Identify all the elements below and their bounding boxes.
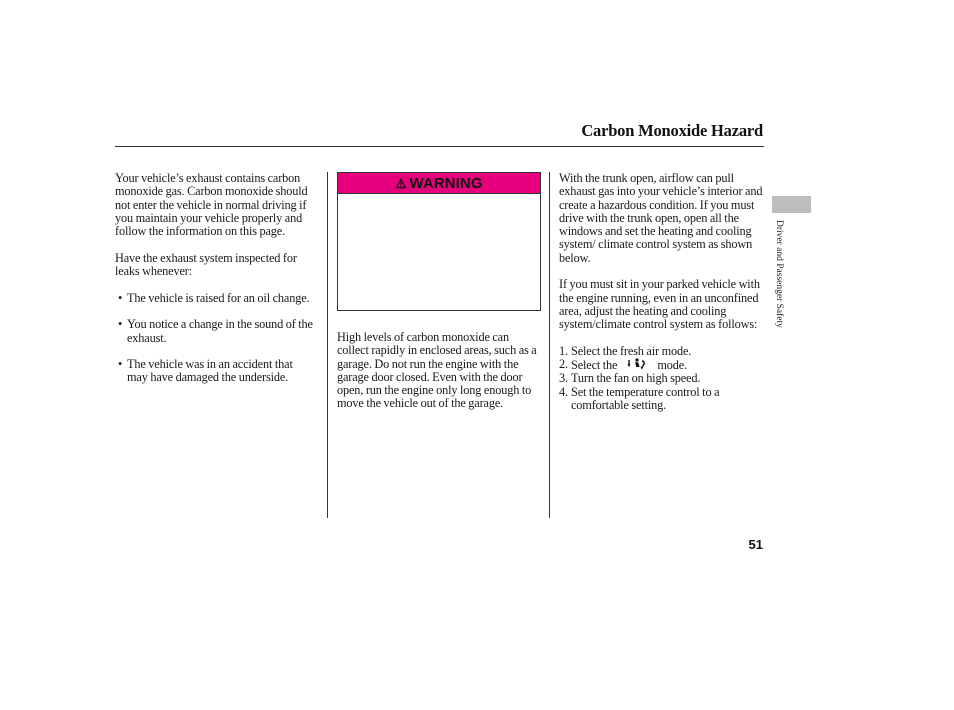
column-right [559, 172, 765, 412]
list-item [559, 372, 765, 385]
warning-label: WARNING [409, 174, 483, 192]
intro-paragraph: Your vehicle’s exhaust contains carbon monoxide gas. Carbon monoxide should not enter the vehicle in normal driving if you maintain your vehicle properly and follow the information on this page. [115, 171, 308, 239]
list-item [115, 318, 315, 345]
step-text: Select the fresh air mode. [571, 343, 692, 358]
step-number: 1. [559, 343, 568, 358]
column-divider-left [327, 172, 328, 518]
column-middle [337, 331, 543, 424]
list-item [559, 386, 765, 413]
list-item [559, 345, 765, 358]
column-left [115, 172, 315, 398]
bullet-glyph: • [118, 317, 123, 332]
vent-floor-mode-icon [627, 358, 647, 370]
title-divider [115, 146, 764, 147]
warning-box [337, 172, 541, 311]
inspect-paragraph: Have the exhaust system inspected for leaks whenever: [115, 250, 297, 279]
warning-header [338, 173, 540, 194]
list-item-text: The vehicle was in an accident that may have damaged the underside. [127, 357, 293, 385]
step-number: 3. [559, 371, 568, 386]
bullet-glyph: • [118, 290, 123, 305]
page-title: Carbon Monoxide Hazard [581, 121, 763, 140]
step-text-before: Select the [571, 358, 618, 373]
warning-triangle-icon [395, 177, 407, 189]
step-number: 2. [559, 357, 568, 372]
column-divider-right [549, 172, 550, 518]
section-tab [772, 196, 811, 213]
trunk-paragraph: With the trunk open, airflow can pull exhaust gas into your vehicle’s interior and create a hazardous condition. If you must drive with the trunk open, open all the windows and set the heating and cooling system/ climate control system as shown below. [559, 171, 763, 265]
climate-steps-list [559, 345, 765, 412]
step-number: 4. [559, 384, 568, 399]
page-number: 51 [748, 537, 763, 552]
parked-paragraph: If you must sit in your parked vehicle with the engine running, even in an unconfined area, adjust the heating and cooling system/climate control system as follows: [559, 277, 760, 332]
step-text-after: mode. [657, 358, 687, 373]
inspection-list [115, 292, 315, 385]
step-text: Turn the fan on high speed. [571, 371, 701, 386]
step-text: Set the temperature control to a comfortable setting. [571, 384, 720, 413]
section-label: Driver and Passenger Safety [774, 220, 784, 328]
list-item [115, 292, 315, 305]
list-item-text: You notice a change in the sound of the exhaust. [127, 317, 313, 345]
list-item [115, 358, 315, 385]
list-item-text: The vehicle is raised for an oil change. [127, 290, 310, 305]
garage-paragraph: High levels of carbon monoxide can collect rapidly in enclosed areas, such as a garage. Do not run the engine with the garage door closed. Even with the door open, run the engine only long enough to move the vehicle out of the garage. [337, 330, 537, 411]
list-item [559, 358, 765, 372]
bullet-glyph: • [118, 357, 123, 372]
